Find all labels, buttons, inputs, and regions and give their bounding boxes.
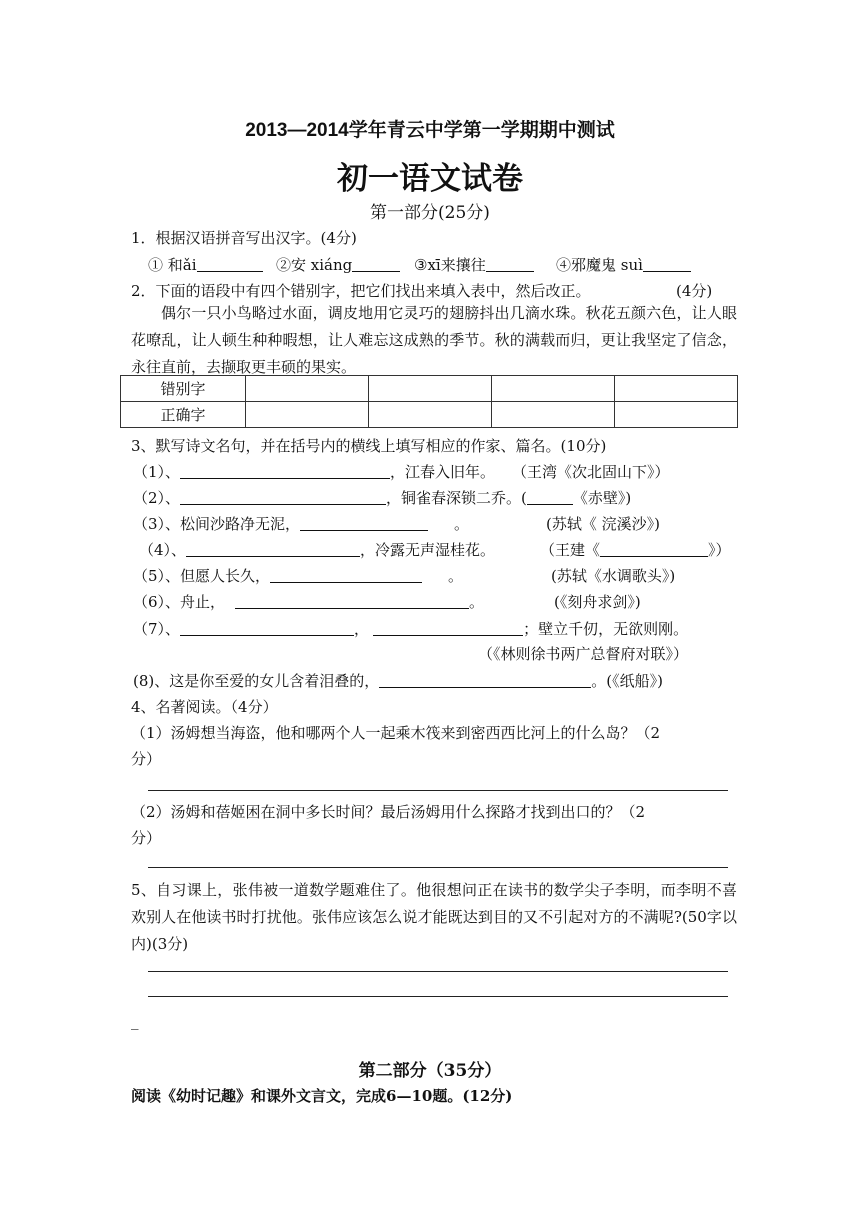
exam-subject-title: 初一语文试卷 — [337, 161, 523, 196]
table-row — [121, 402, 738, 428]
q2-score: (4分) — [676, 282, 713, 300]
stray-mark: _ — [131, 1012, 139, 1030]
correct-char-label: 正确字 — [121, 402, 246, 428]
q3-line-8: (8)、这是你至爱的女儿含着泪叠的， 。(《纸船》) — [133, 672, 663, 690]
q4-sub1: （1）汤姆想当海盗，他和哪两个人一起乘木筏来到密西西比河上的什么岛？（2 — [131, 724, 661, 742]
q4-sub1-cont: 分） — [131, 750, 162, 768]
part2-intro: 阅读《幼时记趣》和课外文言文，完成6—10题。(12分) — [131, 1087, 513, 1105]
q3-line-7-source: （《林则徐书两广总督府对联》） — [478, 645, 689, 663]
answer-cell[interactable] — [369, 376, 492, 402]
answer-cell[interactable] — [615, 376, 738, 402]
q2-passage: 偶尔一只小鸟略过水面，调皮地用它灵巧的翅膀抖出几滴水珠。秋花五颜六色，让人眼花嘹乱，让人顿生种种暇想，让人难忘这成熟的季节。秋的满载而归，更让我坚定了信念，永往直前，去撷取更丰硕的果实。 — [131, 304, 737, 376]
q3-line-2: （2）、 ，铜雀春深锁二乔。( 《赤壁》) — [133, 489, 632, 507]
answer-cell[interactable] — [492, 376, 615, 402]
answer-line[interactable] — [148, 790, 728, 791]
answer-cell[interactable] — [615, 402, 738, 428]
q2-stem: 2．下面的语段中有四个错别字，把它们找出来填入表中，然后改正。 — [131, 282, 591, 300]
q3-line-6-source: (《刻舟求剑》) — [554, 593, 641, 611]
answer-line[interactable] — [148, 867, 728, 868]
q1-stem: 1．根据汉语拼音写出汉字。(4分) — [131, 229, 357, 247]
answer-cell[interactable] — [369, 402, 492, 428]
q3-line-6: （6）、舟止， 。 — [133, 593, 485, 611]
q1-item-1: ① 和ǎi — [148, 254, 263, 275]
q1-item-3: ③xī来攘往 — [414, 254, 534, 275]
wrong-char-label: 错别字 — [121, 376, 246, 402]
answer-line[interactable] — [148, 971, 728, 972]
answer-cell[interactable] — [246, 376, 369, 402]
q3-line-4: （4）、 ，冷露无声湿桂花。 — [139, 541, 496, 559]
q1-item-4: ④邪魔鬼 suì — [556, 254, 691, 275]
exam-title: 2013—2014学年青云中学第一学期期中测试 — [245, 120, 615, 141]
q3-stem: 3、默写诗文名句，并在括号内的横线上填写相应的作家、篇名。(10分) — [131, 437, 607, 455]
table-row — [121, 376, 738, 402]
q5-text: 5、自习课上，张伟被一道数学题难住了。他很想问正在读书的数学尖子李明，而李明不喜欢别人在他读书时打扰他。张伟应该怎么说才能既达到目的又不引起对方的不满呢?(50字以内)(3分) — [131, 881, 737, 953]
q3-line-3: （3）、松间沙路净无泥， 。 — [133, 515, 470, 533]
answer-line[interactable] — [148, 996, 728, 997]
q4-sub2-cont: 分） — [131, 829, 162, 847]
q3-line-5-source: (苏轼《水调歌头》) — [551, 567, 676, 585]
answer-cell[interactable] — [492, 402, 615, 428]
correction-table — [120, 375, 738, 428]
answer-cell[interactable] — [246, 402, 369, 428]
part1-heading: 第一部分(25分) — [370, 203, 490, 223]
q4-stem: 4、名著阅读。（4分） — [131, 698, 278, 716]
q3-line-4-source: （王建《 》） — [540, 541, 731, 559]
q3-line-1-source: （王湾《次北固山下》） — [512, 463, 670, 481]
q3-line-7: （7）、 ， ；壁立千仞，无欲则刚。 — [133, 620, 689, 638]
q3-line-1: （1）、 ，江春入旧年。 — [133, 463, 496, 481]
q3-line-3-source: (苏轼《 浣溪沙》) — [546, 515, 660, 533]
q3-line-5: （5）、但愿人长久， 。 — [133, 567, 464, 585]
part2-heading: 第二部分（35分） — [358, 1061, 502, 1081]
q4-sub2: （2）汤姆和蓓姬困在洞中多长时间？最后汤姆用什么探路才找到出口的？（2 — [131, 803, 646, 821]
q1-item-2: ②安 xiáng — [276, 254, 400, 275]
